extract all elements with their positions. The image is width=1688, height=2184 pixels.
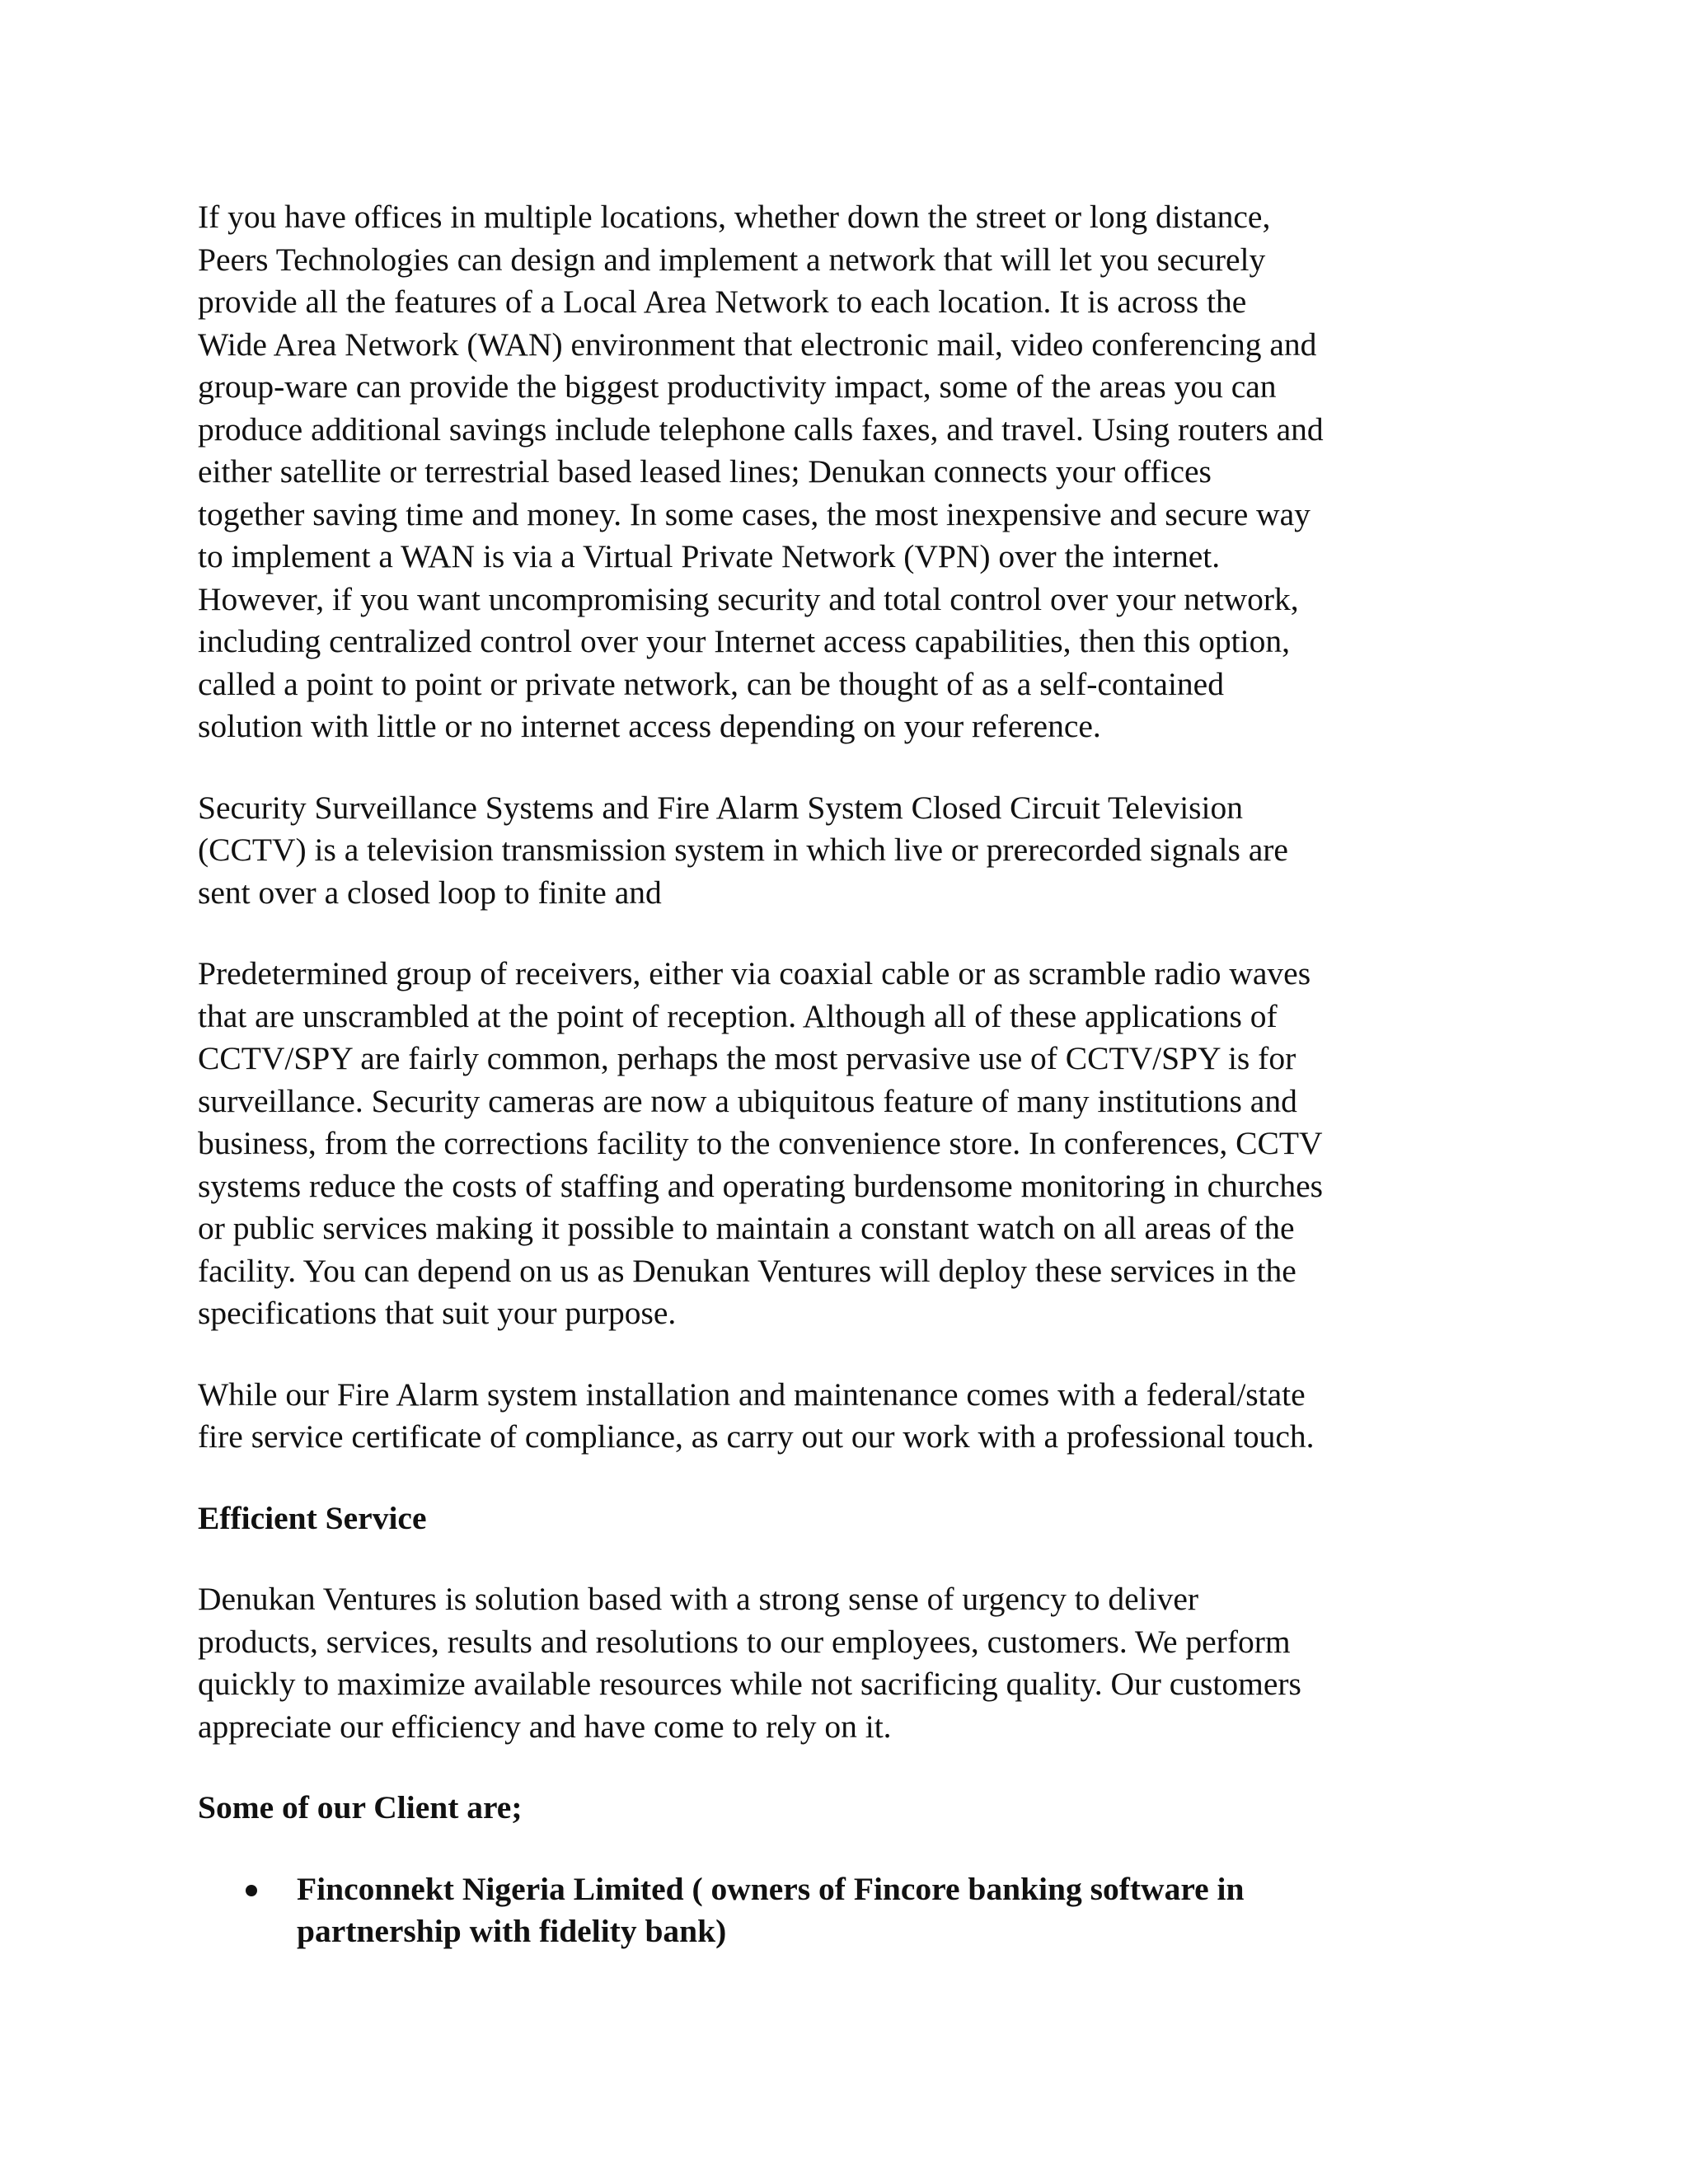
text-line: provide all the features of a Local Area Network to each location. It is across the: [198, 284, 1247, 320]
text-line: specifications that suit your purpose.: [198, 1295, 677, 1331]
heading-efficient-service: Efficient Service: [198, 1499, 427, 1536]
text-line: Predetermined group of receivers, either via coaxial cable or as scramble radio waves: [198, 955, 1311, 991]
text-line: Denukan Ventures is solution based with a strong sense of urgency to deliver: [198, 1581, 1199, 1617]
bullet-icon: [246, 1885, 257, 1896]
text-line: facility. You can depend on us as Denukan Ventures will deploy these services in the: [198, 1252, 1296, 1289]
text-line: surveillance. Security cameras are now a ubiquitous feature of many institutions and: [198, 1082, 1297, 1119]
text-line: Finconnekt Nigeria Limited ( owners of Fincore banking software in: [297, 1870, 1245, 1907]
text-line: appreciate our efficiency and have come to rely on it.: [198, 1708, 892, 1745]
text-line: (CCTV) is a television transmission system in which live or prerecorded signals are: [198, 832, 1288, 868]
text-line: systems reduce the costs of staffing and operating burdensome monitoring in churches: [198, 1167, 1323, 1204]
list-item: [198, 1868, 1500, 1953]
client-list: [198, 1868, 1500, 1953]
text-line: solution with little or no internet access depending on your reference.: [198, 708, 1101, 744]
paragraph-fire-alarm: [198, 1374, 1500, 1459]
text-line: quickly to maximize available resources while not sacrificing quality. Our customers: [198, 1666, 1301, 1702]
document-body: [198, 196, 1500, 1953]
heading-clients: Some of our Client are;: [198, 1789, 523, 1825]
paragraph-cctv-intro: [198, 787, 1500, 915]
text-line: business, from the corrections facility to the convenience store. In conferences, CCTV: [198, 1125, 1323, 1161]
text-line: fire service certificate of compliance, as carry out our work with a professional touch.: [198, 1418, 1315, 1455]
text-line: However, if you want uncompromising security and total control over your network,: [198, 580, 1299, 617]
text-line: Peers Technologies can design and implement a network that will let you securely: [198, 241, 1266, 278]
text-line: Wide Area Network (WAN) environment that electronic mail, video conferencing and: [198, 326, 1317, 363]
text-line: together saving time and money. In some cases, the most inexpensive and secure way: [198, 495, 1311, 532]
text-line: to implement a WAN is via a Virtual Private Network (VPN) over the internet.: [198, 538, 1221, 574]
text-line: produce additional savings include telephone calls faxes, and travel. Using routers and: [198, 410, 1324, 448]
text-line: called a point to point or private network, can be thought of as a self-contained: [198, 665, 1224, 702]
text-line: either satellite or terrestrial based leased lines; Denukan connects your offices: [198, 453, 1212, 490]
paragraph-wan: [198, 196, 1500, 748]
text-line: group-ware can provide the biggest productivity impact, some of the areas you can: [198, 368, 1277, 405]
text-line: or public services making it possible to maintain a constant watch on all areas of the: [198, 1210, 1295, 1246]
paragraph-efficient-service: [198, 1578, 1500, 1748]
paragraph-cctv-detail: [198, 953, 1500, 1335]
text-line: Security Surveillance Systems and Fire Alarm System Closed Circuit Television: [198, 789, 1244, 826]
text-line: If you have offices in multiple locations, whether down the street or long distance,: [198, 199, 1271, 235]
text-line: CCTV/SPY are fairly common, perhaps the most pervasive use of CCTV/SPY is for: [198, 1040, 1296, 1076]
text-line: sent over a closed loop to finite and: [198, 874, 662, 911]
text-line: While our Fire Alarm system installation and maintenance comes with a federal/state: [198, 1376, 1306, 1413]
text-line: partnership with fidelity bank): [297, 1913, 727, 1949]
text-line: that are unscrambled at the point of reception. Although all of these applications of: [198, 997, 1278, 1034]
text-line: products, services, results and resolutions to our employees, customers. We perform: [198, 1623, 1291, 1660]
text-line: including centralized control over your Internet access capabilities, then this option,: [198, 623, 1291, 659]
